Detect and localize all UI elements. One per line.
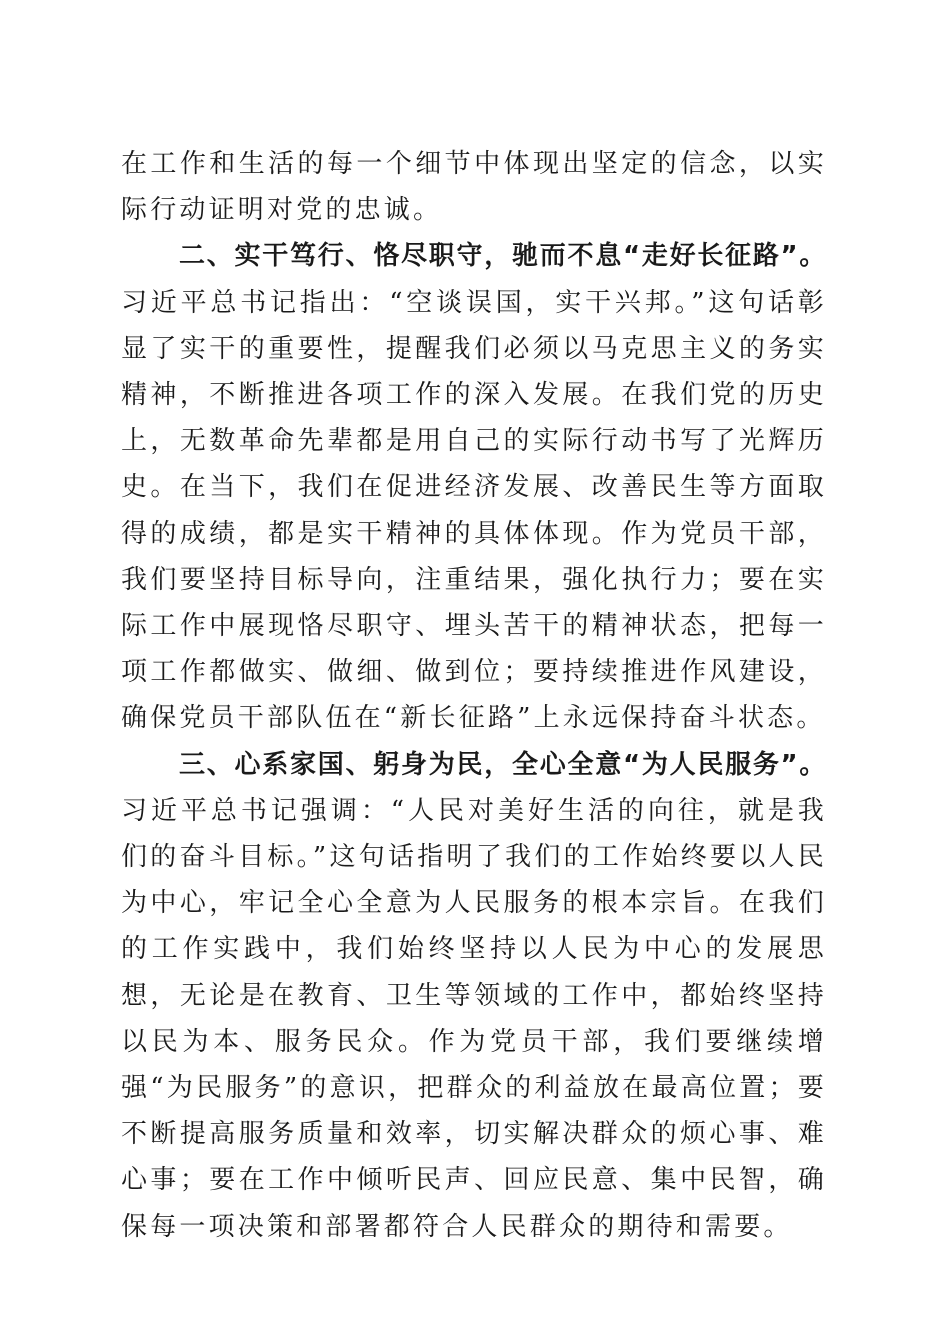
paragraph-section-three [121,742,827,1250]
paragraph-body: 在工作和生活的每一个细节中体现出坚定的信念，以实际行动证明对党的忠诚。 [121,149,827,226]
document-page [121,141,827,1250]
paragraph-body: 习近平总书记强调：“人民对美好生活的向往，就是我们的奋斗目标。”这句话指明了我们的工作始终要以人民为中心，牢记全心全意为人民服务的根本宗旨。在我们的工作实践中，我们始终坚持以人民为中心的发展思想，无论是在教育、卫生等领域的工作中，都始终坚持以民为本、服务民众。作为党员干部，我们要继续增强“为民服务”的意识，把群众的利益放在最高位置；要不断提高服务质量和效率，切实解决群众的烦心事、难心事；要在工作中倾听民声、回应民意、集中民智，确保每一项决策和部署都符合人民群众的期待和需要。 [121,795,827,1242]
section-heading: 二、实干笃行、恪尽职守，驰而不息“走好长征路”。 [179,241,827,272]
section-heading: 三、心系家国、躬身为民，全心全意“为人民服务”。 [179,749,827,780]
paragraph-body: 习近平总书记指出：“空谈误国，实干兴邦。”这句话彰显了实干的重要性，提醒我们必须以马克思主义的务实精神，不断推进各项工作的深入发展。在我们党的历史上，无数革命先辈都是用自己的实际行动书写了光辉历史。在当下，我们在促进经济发展、改善民生等方面取得的成绩，都是实干精神的具体体现。作为党员干部，我们要坚持目标导向，注重结果，强化执行力；要在实际工作中展现恪尽职守、埋头苦干的精神状态，把每一项工作都做实、做细、做到位；要持续推进作风建设，确保党员干部队伍在“新长征路”上永远保持奋斗状态。 [121,287,827,734]
paragraph-section-two [121,233,827,741]
paragraph-continuation [121,141,827,233]
